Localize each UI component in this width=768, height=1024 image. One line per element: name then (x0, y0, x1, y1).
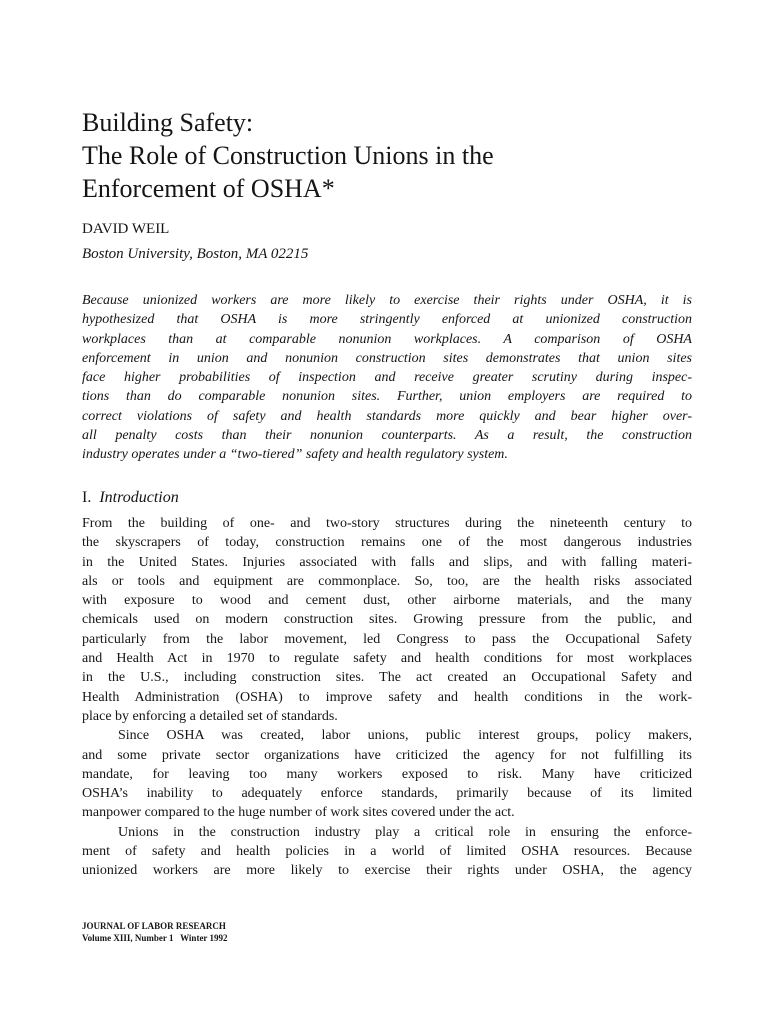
author-name: DAVID WEIL (82, 221, 170, 237)
paragraph-line: and Health Act in 1970 to regulate safety and health conditions for most workplaces (82, 651, 692, 667)
paragraph-line: Health Administration (OSHA) to improve safety and health conditions in the work- (82, 689, 692, 705)
abstract-line: workplaces than at comparable nonunion workplaces. A comparison of OSHA (82, 331, 692, 347)
abstract-line: Because unionized workers are more likely to exercise their rights under OSHA, it is (82, 293, 692, 308)
author-affiliation: Boston University, Boston, MA 02215 (82, 246, 309, 262)
section-title: Introduction (99, 489, 179, 506)
abstract-line: correct violations of safety and health standards more quickly and bear higher over- (82, 408, 692, 424)
paragraph-line: OSHA’s inability to adequately enforce standards, primarily because of its limited (82, 786, 692, 802)
section-heading (82, 488, 179, 508)
abstract-line: all penalty costs than their nonunion counterparts. As a result, the construction (82, 428, 692, 444)
paragraph-line: place by enforcing a detailed set of standards. (82, 708, 338, 724)
article-title (82, 106, 702, 205)
paragraph-line: mandate, for leaving too many workers exposed to risk. Many have criticized (82, 766, 692, 782)
journal-volume: Volume XIII, Number 1 Winter 1992 (82, 933, 228, 943)
title-line: The Role of Construction Unions in the (82, 141, 494, 170)
abstract-line: face higher probabilities of inspection and receive greater scrutiny during inspec- (82, 370, 692, 386)
paragraph-line: als or tools and equipment are commonplace. So, too, are the health risks associated (82, 573, 692, 589)
paragraph-line: and some private sector organizations have criticized the agency for not fulfilling its (82, 747, 692, 763)
paragraph-line: the skyscrapers of today, construction remains one of the most dangerous industries (82, 535, 692, 551)
section-number: I. (82, 489, 92, 506)
abstract-line: enforcement in union and nonunion construction sites demonstrates that union sites (82, 350, 692, 366)
abstract-line: industry operates under a “two-tiered” safety and health regulatory system. (82, 447, 508, 463)
title-line: Enforcement of OSHA* (82, 174, 335, 203)
paragraph-line: Unions in the construction industry play a critical role in ensuring the enforce- (118, 824, 692, 840)
paragraph-line: particularly from the labor movement, led Congress to pass the Occupational Safety (82, 631, 692, 647)
title-line: Building Safety: (82, 108, 254, 137)
paragraph-line: unionized workers are more likely to exercise their rights under OSHA, the agency (82, 863, 692, 879)
paragraph-line: From the building of one- and two-story structures during the nineteenth century to (82, 516, 692, 531)
paragraph-line: manpower compared to the huge number of work sites covered under the act. (82, 805, 515, 821)
paragraph-line: ment of safety and health policies in a world of limited OSHA resources. Because (82, 844, 692, 860)
journal-footer (82, 920, 228, 944)
paragraph-line: in the United States. Injuries associated with falls and slips, and with falling materi- (82, 554, 692, 570)
body-text (82, 514, 692, 881)
paragraph-line: in the U.S., including construction sites. The act created an Occupational Safety and (82, 670, 692, 686)
abstract-line: hypothesized that OSHA is more stringently enforced at unionized construction (82, 312, 692, 328)
paragraph-line: Since OSHA was created, labor unions, public interest groups, policy makers, (118, 728, 692, 744)
paragraph-line: chemicals used on modern construction sites. Growing pressure from the public, and (82, 612, 692, 628)
abstract (82, 291, 692, 465)
abstract-line: tions than do comparable nonunion sites. Further, union employers are required to (82, 389, 692, 405)
paragraph-line: with exposure to wood and cement dust, other airborne materials, and the many (82, 593, 692, 609)
journal-name: JOURNAL OF LABOR RESEARCH (82, 921, 226, 931)
